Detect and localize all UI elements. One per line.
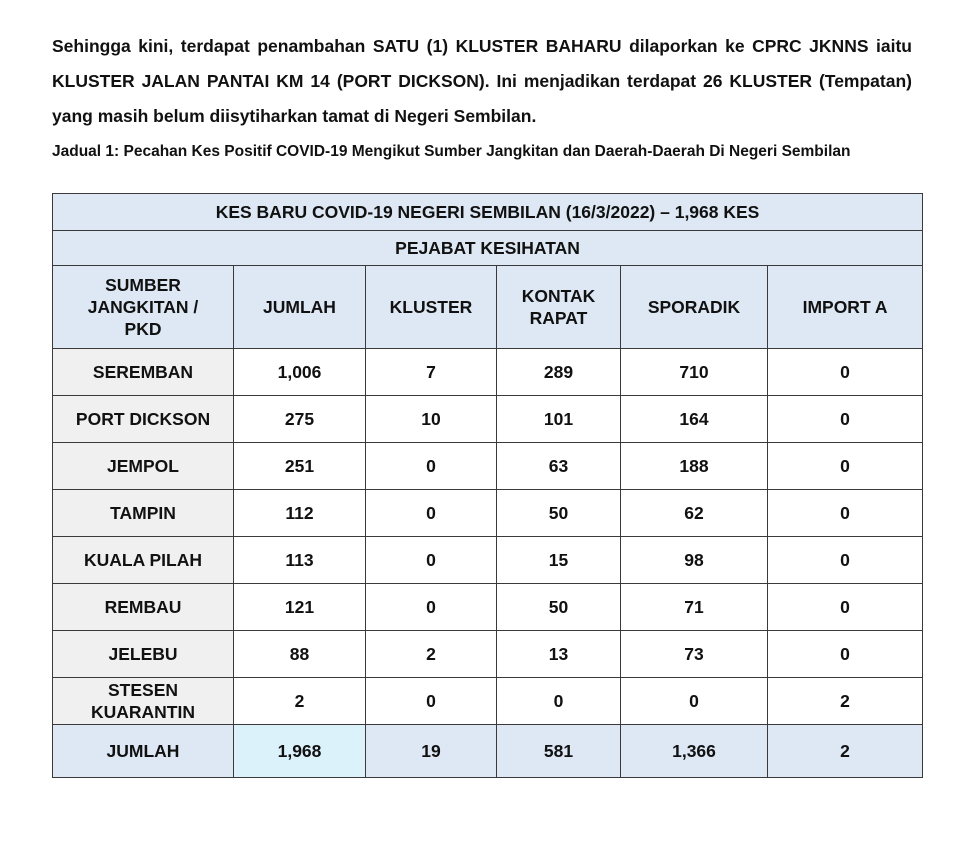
district-cell: JELEBU (53, 631, 234, 678)
table-subtitle-row (53, 231, 923, 266)
district-cell: TAMPIN (53, 490, 234, 537)
table-row (53, 443, 923, 490)
kluster-cell: 10 (366, 396, 497, 443)
header-sumber-jangkitan: SUMBER JANGKITAN / PKD (53, 266, 234, 349)
jumlah-cell: 112 (234, 490, 366, 537)
jumlah-cell: 113 (234, 537, 366, 584)
import-cell: 0 (768, 396, 923, 443)
kontak-rapat-cell: 50 (497, 584, 621, 631)
district-cell: PORT DICKSON (53, 396, 234, 443)
kluster-cell: 0 (366, 490, 497, 537)
kluster-cell: 7 (366, 349, 497, 396)
district-cell: KUALA PILAH (53, 537, 234, 584)
sporadik-cell: 71 (621, 584, 768, 631)
kontak-rapat-cell: 50 (497, 490, 621, 537)
total-label: JUMLAH (53, 725, 234, 778)
sporadik-cell: 188 (621, 443, 768, 490)
import-cell: 2 (768, 678, 923, 725)
total-kluster: 19 (366, 725, 497, 778)
district-cell: JEMPOL (53, 443, 234, 490)
table-title: KES BARU COVID-19 NEGERI SEMBILAN (16/3/2022) – 1,968 KES (53, 194, 923, 231)
kluster-cell: 0 (366, 443, 497, 490)
kontak-rapat-cell: 0 (497, 678, 621, 725)
table-row (53, 631, 923, 678)
jumlah-cell: 121 (234, 584, 366, 631)
sporadik-cell: 0 (621, 678, 768, 725)
kluster-cell: 0 (366, 584, 497, 631)
sporadik-cell: 73 (621, 631, 768, 678)
jumlah-cell: 251 (234, 443, 366, 490)
sporadik-cell: 710 (621, 349, 768, 396)
kontak-rapat-cell: 101 (497, 396, 621, 443)
kluster-cell: 2 (366, 631, 497, 678)
total-jumlah: 1,968 (234, 725, 366, 778)
header-sporadik: SPORADIK (621, 266, 768, 349)
import-cell: 0 (768, 490, 923, 537)
total-import: 2 (768, 725, 923, 778)
sporadik-cell: 164 (621, 396, 768, 443)
table-row (53, 584, 923, 631)
header-row (53, 266, 923, 349)
table-subtitle: PEJABAT KESIHATAN (53, 231, 923, 266)
header-import: IMPORT A (768, 266, 923, 349)
kontak-rapat-cell: 289 (497, 349, 621, 396)
total-row (53, 725, 923, 778)
kluster-cell: 0 (366, 537, 497, 584)
table-row (53, 537, 923, 584)
table-row (53, 396, 923, 443)
table-title-row (53, 194, 923, 231)
table-row (53, 678, 923, 725)
import-cell: 0 (768, 537, 923, 584)
total-sporadik: 1,366 (621, 725, 768, 778)
import-cell: 0 (768, 349, 923, 396)
jumlah-cell: 1,006 (234, 349, 366, 396)
covid-cases-table (52, 193, 923, 778)
kluster-cell: 0 (366, 678, 497, 725)
sporadik-cell: 62 (621, 490, 768, 537)
jumlah-cell: 275 (234, 396, 366, 443)
district-cell: REMBAU (53, 584, 234, 631)
table-row (53, 490, 923, 537)
table-caption: Jadual 1: Pecahan Kes Positif COVID-19 Mengikut Sumber Jangkitan dan Daerah-Daerah Di Negeri Sembilan (52, 143, 851, 160)
district-cell: STESEN KUARANTIN (53, 678, 234, 725)
total-kontak-rapat: 581 (497, 725, 621, 778)
import-cell: 0 (768, 584, 923, 631)
header-jumlah: JUMLAH (234, 266, 366, 349)
sporadik-cell: 98 (621, 537, 768, 584)
kontak-rapat-cell: 63 (497, 443, 621, 490)
kontak-rapat-cell: 15 (497, 537, 621, 584)
header-kontak-rapat: KONTAK RAPAT (497, 266, 621, 349)
jumlah-cell: 2 (234, 678, 366, 725)
jumlah-cell: 88 (234, 631, 366, 678)
import-cell: 0 (768, 631, 923, 678)
import-cell: 0 (768, 443, 923, 490)
table-row (53, 349, 923, 396)
header-kluster: KLUSTER (366, 266, 497, 349)
district-cell: SEREMBAN (53, 349, 234, 396)
intro-paragraph: Sehingga kini, terdapat penambahan SATU (1) KLUSTER BAHARU dilaporkan ke CPRC JKNNS iaitu KLUSTER JALAN PANTAI KM 14 (PORT DICKSON). Ini menjadikan terdapat 26 KLUSTER (Tempatan) yang masih belum diisytiharkan tamat di Negeri Sembilan. (52, 35, 912, 126)
kontak-rapat-cell: 13 (497, 631, 621, 678)
